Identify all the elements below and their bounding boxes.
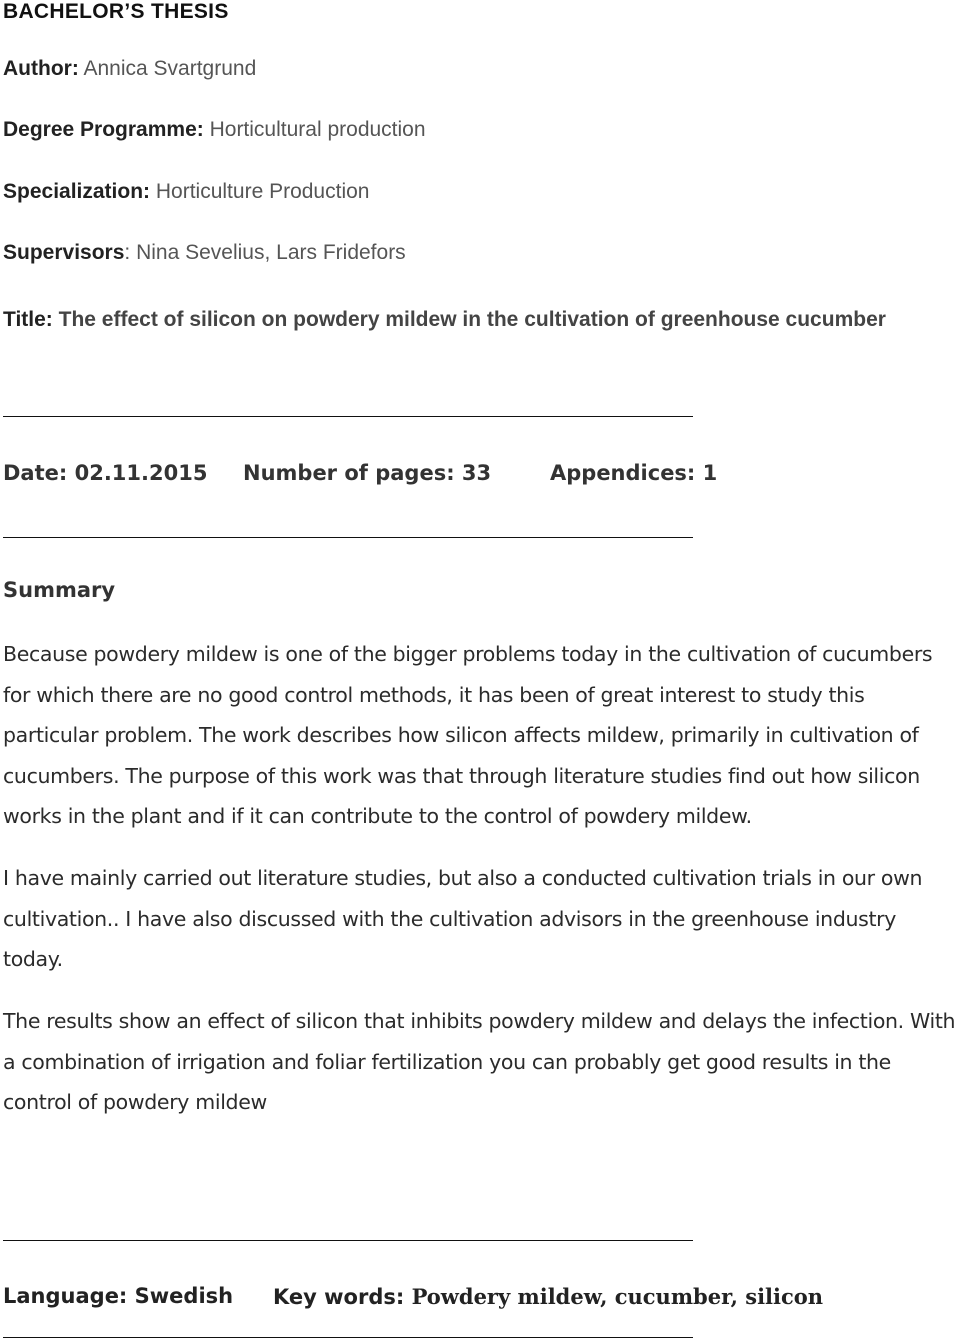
specialization-label: Specialization: <box>3 180 151 203</box>
summary-paragraph: I have mainly carried out literature studies, but also a conducted cultivation trials in our own cultivation.. I have also discussed with the cultivation advisors in the greenhouse industry today. <box>3 866 923 971</box>
supervisors-colon: : <box>124 241 131 264</box>
supervisors-label: Supervisors <box>3 241 125 264</box>
supervisors-value: Nina Sevelius, Lars Fridefors <box>136 241 406 264</box>
specialization-value: Horticulture Production <box>155 180 370 203</box>
divider-line <box>3 416 693 417</box>
summary-paragraph: The results show an effect of silicon that inhibits powdery mildew and delays the infection. With a combination of irrigation and foliar fertilization you can probably get good results in the control of powdery mildew <box>3 1009 956 1114</box>
document-heading: BACHELOR’S THESIS <box>3 0 229 23</box>
pages-field <box>243 461 491 485</box>
keywords-label: Key words: <box>273 1285 405 1309</box>
divider-line <box>3 1337 693 1338</box>
pages-value: 33 <box>461 461 492 485</box>
supervisors-line <box>3 239 406 267</box>
title-value: The effect of silicon on powdery mildew in the cultivation of greenhouse cucumber <box>58 308 886 331</box>
keywords-field <box>273 1284 823 1309</box>
appendices-value: 1 <box>702 461 718 485</box>
specialization-line <box>3 178 369 206</box>
date-label: Date: <box>3 461 68 485</box>
title-line <box>3 301 903 338</box>
author-line <box>3 55 256 83</box>
language-value: Swedish <box>134 1284 234 1308</box>
summary-paragraph: Because powdery mildew is one of the bigger problems today in the cultivation of cucumbers for which there are no good control methods, it has been of great interest to study this particular problem. The work describes how silicon affects mildew, primarily in cultivation of cucumbers. The purpose of this work was that through literature studies find out how silicon works in the plant and if it can contribute to the control of powdery mildew. <box>3 642 933 828</box>
title-label: Title: <box>3 308 53 331</box>
keywords-value: Powdery mildew, cucumber, silicon <box>411 1284 824 1309</box>
degree-programme-label: Degree Programme: <box>3 118 204 141</box>
language-label: Language: <box>3 1284 128 1308</box>
divider-line <box>3 537 693 538</box>
summary-heading: Summary <box>3 578 116 602</box>
author-label: Author: <box>3 57 79 80</box>
appendices-field <box>550 461 717 485</box>
pages-label: Number of pages: <box>243 461 455 485</box>
author-value: Annica Svartgrund <box>83 57 257 80</box>
language-field <box>3 1284 233 1308</box>
appendices-label: Appendices: <box>550 461 696 485</box>
degree-programme-value: Horticultural production <box>209 118 426 141</box>
degree-programme-line <box>3 116 426 144</box>
divider-line <box>3 1240 693 1241</box>
date-field <box>3 461 207 485</box>
date-value: 02.11.2015 <box>74 461 208 485</box>
